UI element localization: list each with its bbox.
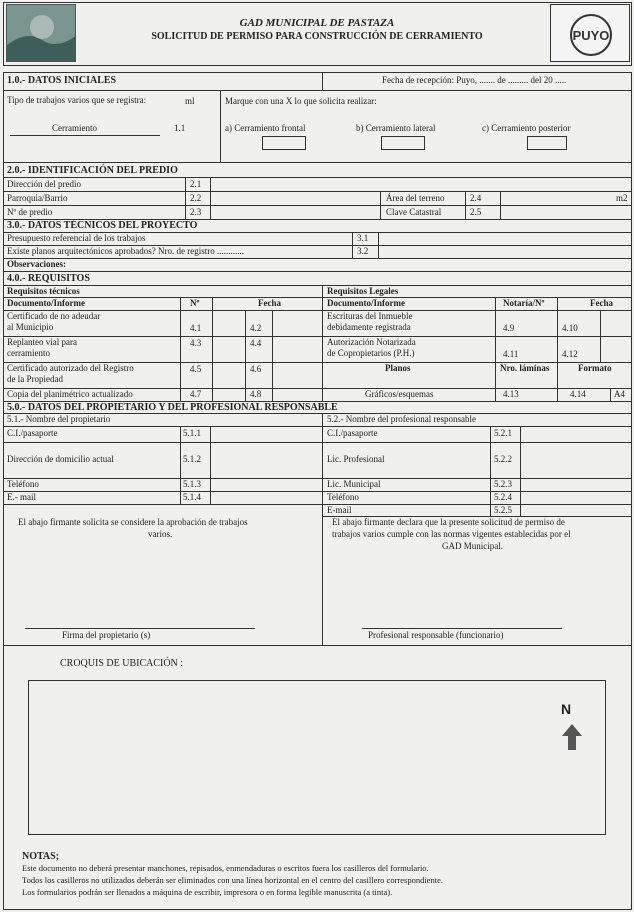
legal-doc-col: Documento/Informe (327, 298, 405, 308)
note-1: Este documento no deberá presentar manchones, repisados, enmendaduras o escritos fuera los casilleros del formulario. (22, 863, 429, 873)
north-arrow-icon (562, 724, 582, 750)
code-5-2-2: 5.2.2 (494, 454, 512, 464)
graphics-label: Gráficos/esquemas (365, 389, 434, 399)
note-2: Todos los casilleros no utilizados deberán ser eliminados con una línea horizontal en el centro del casillero correspondiente. (22, 875, 443, 885)
code-5-1-2: 5.1.2 (183, 454, 201, 464)
budget-label: Presupuesto referencial de los trabajos (7, 233, 146, 243)
legal-date-col: Fecha (590, 298, 613, 308)
observations-label: Observaciones: (7, 259, 66, 269)
s5-heading: 5.0.- DATOS DEL PROPIETARIO Y DEL PROFESIONAL RESPONSABLE (7, 402, 338, 413)
prof-phone-label: Teléfono (327, 492, 359, 502)
prof-email-label: E-mail (327, 505, 352, 515)
prof-signature-label: Profesional responsable (funcionario) (368, 630, 504, 640)
location-sketch-area[interactable] (28, 680, 606, 835)
municipal-license-label: Lic. Municipal (327, 479, 381, 489)
req-legal-1a: Escrituras del Inmueble (327, 311, 413, 321)
code-4-4: 4.4 (250, 338, 262, 348)
notes-heading: NOTAS; (22, 851, 60, 862)
technical-req-heading: Requisitos técnicos (7, 286, 80, 296)
req-tech-2b: cerramiento (7, 348, 50, 358)
unit-m2: m2 (616, 193, 628, 203)
logo-text: PUYO (572, 28, 610, 43)
code-4-12: 4.12 (562, 349, 578, 359)
owner-signature-label: Firma del propietario (s) (62, 630, 151, 640)
owner-name-label: 5.1.- Nombre del propietario (7, 414, 111, 424)
prof-id-label: C.I./pasaporte (327, 428, 378, 438)
land-area-label: Área del terreno (386, 193, 445, 203)
prof-declaration-1: El abajo firmante declara que la presente solicitud de permiso de (332, 517, 565, 527)
prof-license-label: Lic. Profesional (327, 454, 385, 464)
code-5-1-1: 5.1.1 (183, 428, 201, 438)
prof-declaration-3: GAD Municipal. (442, 541, 503, 551)
format-col: Formato (578, 363, 612, 373)
checkbox-side[interactable] (381, 136, 425, 150)
prof-declaration-2: trabajos varios cumple con las normas vigentes establecidas por el (332, 529, 571, 539)
format-a4: A4 (614, 389, 625, 399)
predio-number-label: Nº de predio (7, 207, 53, 217)
owner-declaration-2: varios. (148, 529, 173, 539)
plans-label: Existe planos arquitectónicos aprobados? Nro. de registro ............ (7, 246, 244, 256)
req-legal-2b: de Copropietarios (P.H.) (327, 348, 415, 358)
code-5-1-3: 5.1.3 (183, 479, 201, 489)
s3-heading: 3.0.- DATOS TÉCNICOS DEL PROYECTO (7, 220, 198, 231)
code-5-2-3: 5.2.3 (494, 479, 512, 489)
code-4-8: 4.8 (250, 389, 262, 399)
owner-address-label: Dirección de domicilio actual (7, 454, 114, 464)
reception-date: Fecha de recepción: Puyo, ....... de ......... del 20 ..... (382, 75, 567, 85)
org-name: GAD MUNICIPAL DE PASTAZA (239, 17, 395, 29)
predio-address-label: Dirección del predio (7, 179, 81, 189)
owner-email-label: E.- mail (7, 492, 36, 502)
sheets-col: Nro. láminas (500, 363, 550, 373)
code-4-1: 4.1 (190, 323, 202, 333)
mark-instruction: Marque con una X lo que solicita realizar: (225, 96, 377, 106)
tech-date-col: Fecha (258, 298, 281, 308)
option-front: a) Cerramiento frontal (225, 123, 306, 133)
north-label: N (561, 701, 572, 717)
form-title: SOLICITUD DE PERMISO PARA CONSTRUCCIÓN DE CERRAMIENTO (151, 31, 483, 42)
code-4-6: 4.6 (250, 364, 262, 374)
tech-doc-col: Documento/Informe (7, 298, 85, 308)
req-legal-2a: Autorización Notarizada (327, 337, 416, 347)
code-5-2-5: 5.2.5 (494, 505, 512, 515)
code-3-1: 3.1 (357, 233, 369, 243)
code-2-5: 2.5 (470, 207, 482, 217)
option-side: b) Cerramiento lateral (356, 123, 436, 133)
req-tech-3b: de la Propiedad (7, 374, 63, 384)
enclosure-label: Cerramiento (52, 123, 97, 133)
owner-phone-label: Teléfono (7, 479, 39, 489)
code-4-5: 4.5 (190, 364, 202, 374)
checkbox-rear[interactable] (527, 136, 567, 150)
work-type-label: Tipo de trabajos varios que se registra: (7, 95, 147, 105)
code-2-2: 2.2 (190, 193, 202, 203)
code-5-1-4: 5.1.4 (183, 492, 201, 502)
s4-heading: 4.0.- REQUISITOS (7, 273, 90, 284)
legal-req-heading: Requisitos Legales (327, 286, 399, 296)
req-tech-1b: al Municipio (7, 322, 54, 332)
code-4-13: 4.13 (503, 389, 519, 399)
code-1-1: 1.1 (174, 123, 186, 133)
req-legal-1b: debidamente registrada (327, 322, 411, 332)
parish-label: Parroquia/Barrio (7, 193, 68, 203)
req-tech-3a: Certificado autorizado del Registro (7, 363, 134, 373)
code-4-7: 4.7 (190, 389, 202, 399)
code-3-2: 3.2 (357, 246, 369, 256)
cadastral-key-label: Clave Catastral (386, 207, 442, 217)
code-4-10: 4.10 (562, 323, 578, 333)
code-2-1: 2.1 (190, 179, 202, 189)
req-tech-4: Copia del planimétrico actualizado (7, 389, 133, 399)
code-4-9: 4.9 (503, 323, 515, 333)
code-4-3: 4.3 (190, 338, 202, 348)
req-tech-2a: Replanteo vial para (7, 337, 77, 347)
code-2-4: 2.4 (470, 193, 482, 203)
plans-col: Planos (385, 363, 411, 373)
option-rear: c) Cerramiento posterior (482, 123, 571, 133)
code-2-3: 2.3 (190, 207, 202, 217)
s2-heading: 2.0.- IDENTIFICACIÓN DEL PREDIO (7, 165, 178, 176)
notary-col: Notaría/Nº (503, 298, 545, 308)
s1-heading: 1.0.- DATOS INICIALES (7, 75, 117, 86)
unit-ml: ml (185, 96, 195, 106)
location-sketch-label: CROQUIS DE UBICACIÓN : (60, 658, 184, 669)
checkbox-front[interactable] (262, 136, 306, 150)
note-3: Los formularios podrán ser llenados a máquina de escribir, impresora o en forma legible manuscrita (a tinta). (22, 887, 393, 897)
code-5-2-1: 5.2.1 (494, 428, 512, 438)
code-4-11: 4.11 (503, 349, 519, 359)
code-4-14: 4.14 (570, 389, 586, 399)
professional-name-label: 5.2.- Nombre del profesional responsable (327, 414, 476, 424)
code-5-2-4: 5.2.4 (494, 492, 512, 502)
owner-id-label: C.I./pasaporte (7, 428, 58, 438)
req-tech-1a: Certificado de no adeudar (7, 311, 101, 321)
tech-n-col: Nº (190, 298, 200, 308)
code-4-2: 4.2 (250, 323, 262, 333)
owner-declaration-1: El abajo firmante solicita se considere la aprobación de trabajos (18, 517, 248, 527)
